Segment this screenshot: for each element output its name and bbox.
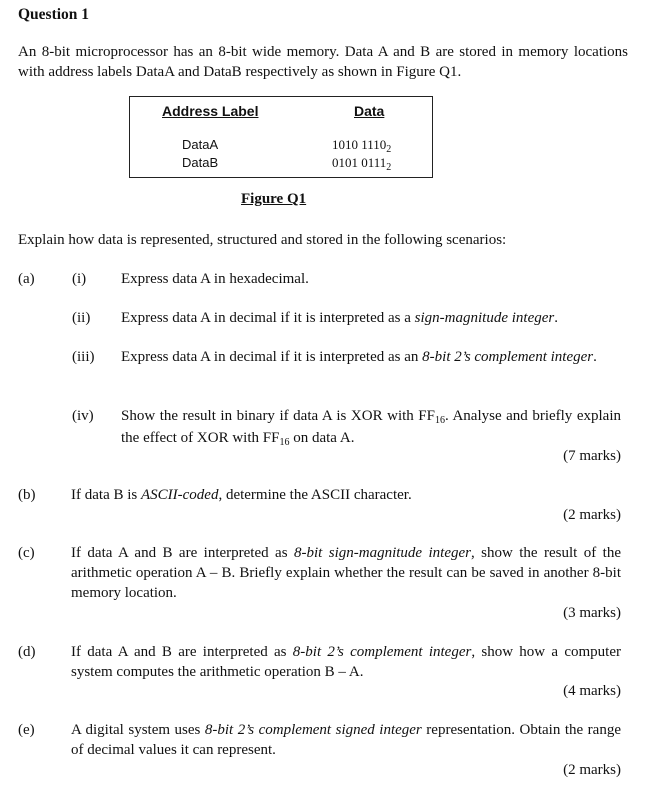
part-d-label: (d) xyxy=(18,644,36,660)
header-data: Data xyxy=(354,103,385,119)
part-b-marks: (2 marks) xyxy=(563,507,621,523)
intro-paragraph: An 8-bit microprocessor has an 8-bit wide memory. Data A and B are stored in memory locations with address labels DataA and DataB respectively as shown in Figure Q1. xyxy=(18,44,628,80)
part-a-ii-label: (ii) xyxy=(72,310,91,326)
part-e-label: (e) xyxy=(18,722,35,738)
part-d-text: If data A and B are interpreted as 8-bit 2’s complement integer, show how a computer system computes the arithmetic operation B – A. xyxy=(71,644,621,680)
part-a-iv-label: (iv) xyxy=(72,408,94,424)
header-address-label: Address Label xyxy=(162,103,259,119)
row-value-datab: 0101 $0111_2$ xyxy=(332,155,392,173)
part-a-iii-text: Express data A in decimal if it is interpreted as an 8-bit 2’s complement integer. xyxy=(121,349,597,365)
part-a-label: (a) xyxy=(18,271,35,287)
part-a-ii-text: Express data A in decimal if it is interpreted as a sign-magnitude integer. xyxy=(121,310,558,326)
part-b-label: (b) xyxy=(18,487,36,503)
instruction-text: Explain how data is represented, structured and stored in the following scenarios: xyxy=(18,232,507,248)
question-title: Question 1 xyxy=(18,6,90,23)
figure-caption: Figure Q1 xyxy=(241,191,307,207)
part-c-text: If data A and B are interpreted as 8-bit sign-magnitude integer, show the result of the arithmetic operation A – B. Briefly explain whether the result can be saved in another 8-bit memory location. xyxy=(71,545,621,601)
part-a-i-text: Express data A in hexadecimal. xyxy=(121,271,309,287)
figure-q1-table xyxy=(129,96,433,178)
part-a-marks: (7 marks) xyxy=(563,448,621,464)
part-e-text: A digital system uses 8-bit 2’s complement signed integer representation. Obtain the range of decimal values it can represent. xyxy=(71,722,621,758)
row-label-dataa: DataA xyxy=(182,137,219,152)
part-e-marks: (2 marks) xyxy=(563,762,621,778)
row-label-datab: DataB xyxy=(182,155,219,170)
part-c-marks: (3 marks) xyxy=(563,605,621,621)
part-a-i-label: (i) xyxy=(72,271,87,287)
part-a-iii-label: (iii) xyxy=(72,349,95,365)
part-c-label: (c) xyxy=(18,545,35,561)
row-value-dataa: 1010 $1110_2$ xyxy=(332,137,392,155)
part-a-iv-text: Show the result in binary if data A is XOR with $FF_{16}$. Analyse and briefly explain the effect of XOR with $FF_{16}$ on data A. xyxy=(121,408,621,448)
part-d-marks: (4 marks) xyxy=(563,683,621,699)
part-b-text: If data B is ASCII-coded, determine the ASCII character. xyxy=(71,487,412,503)
